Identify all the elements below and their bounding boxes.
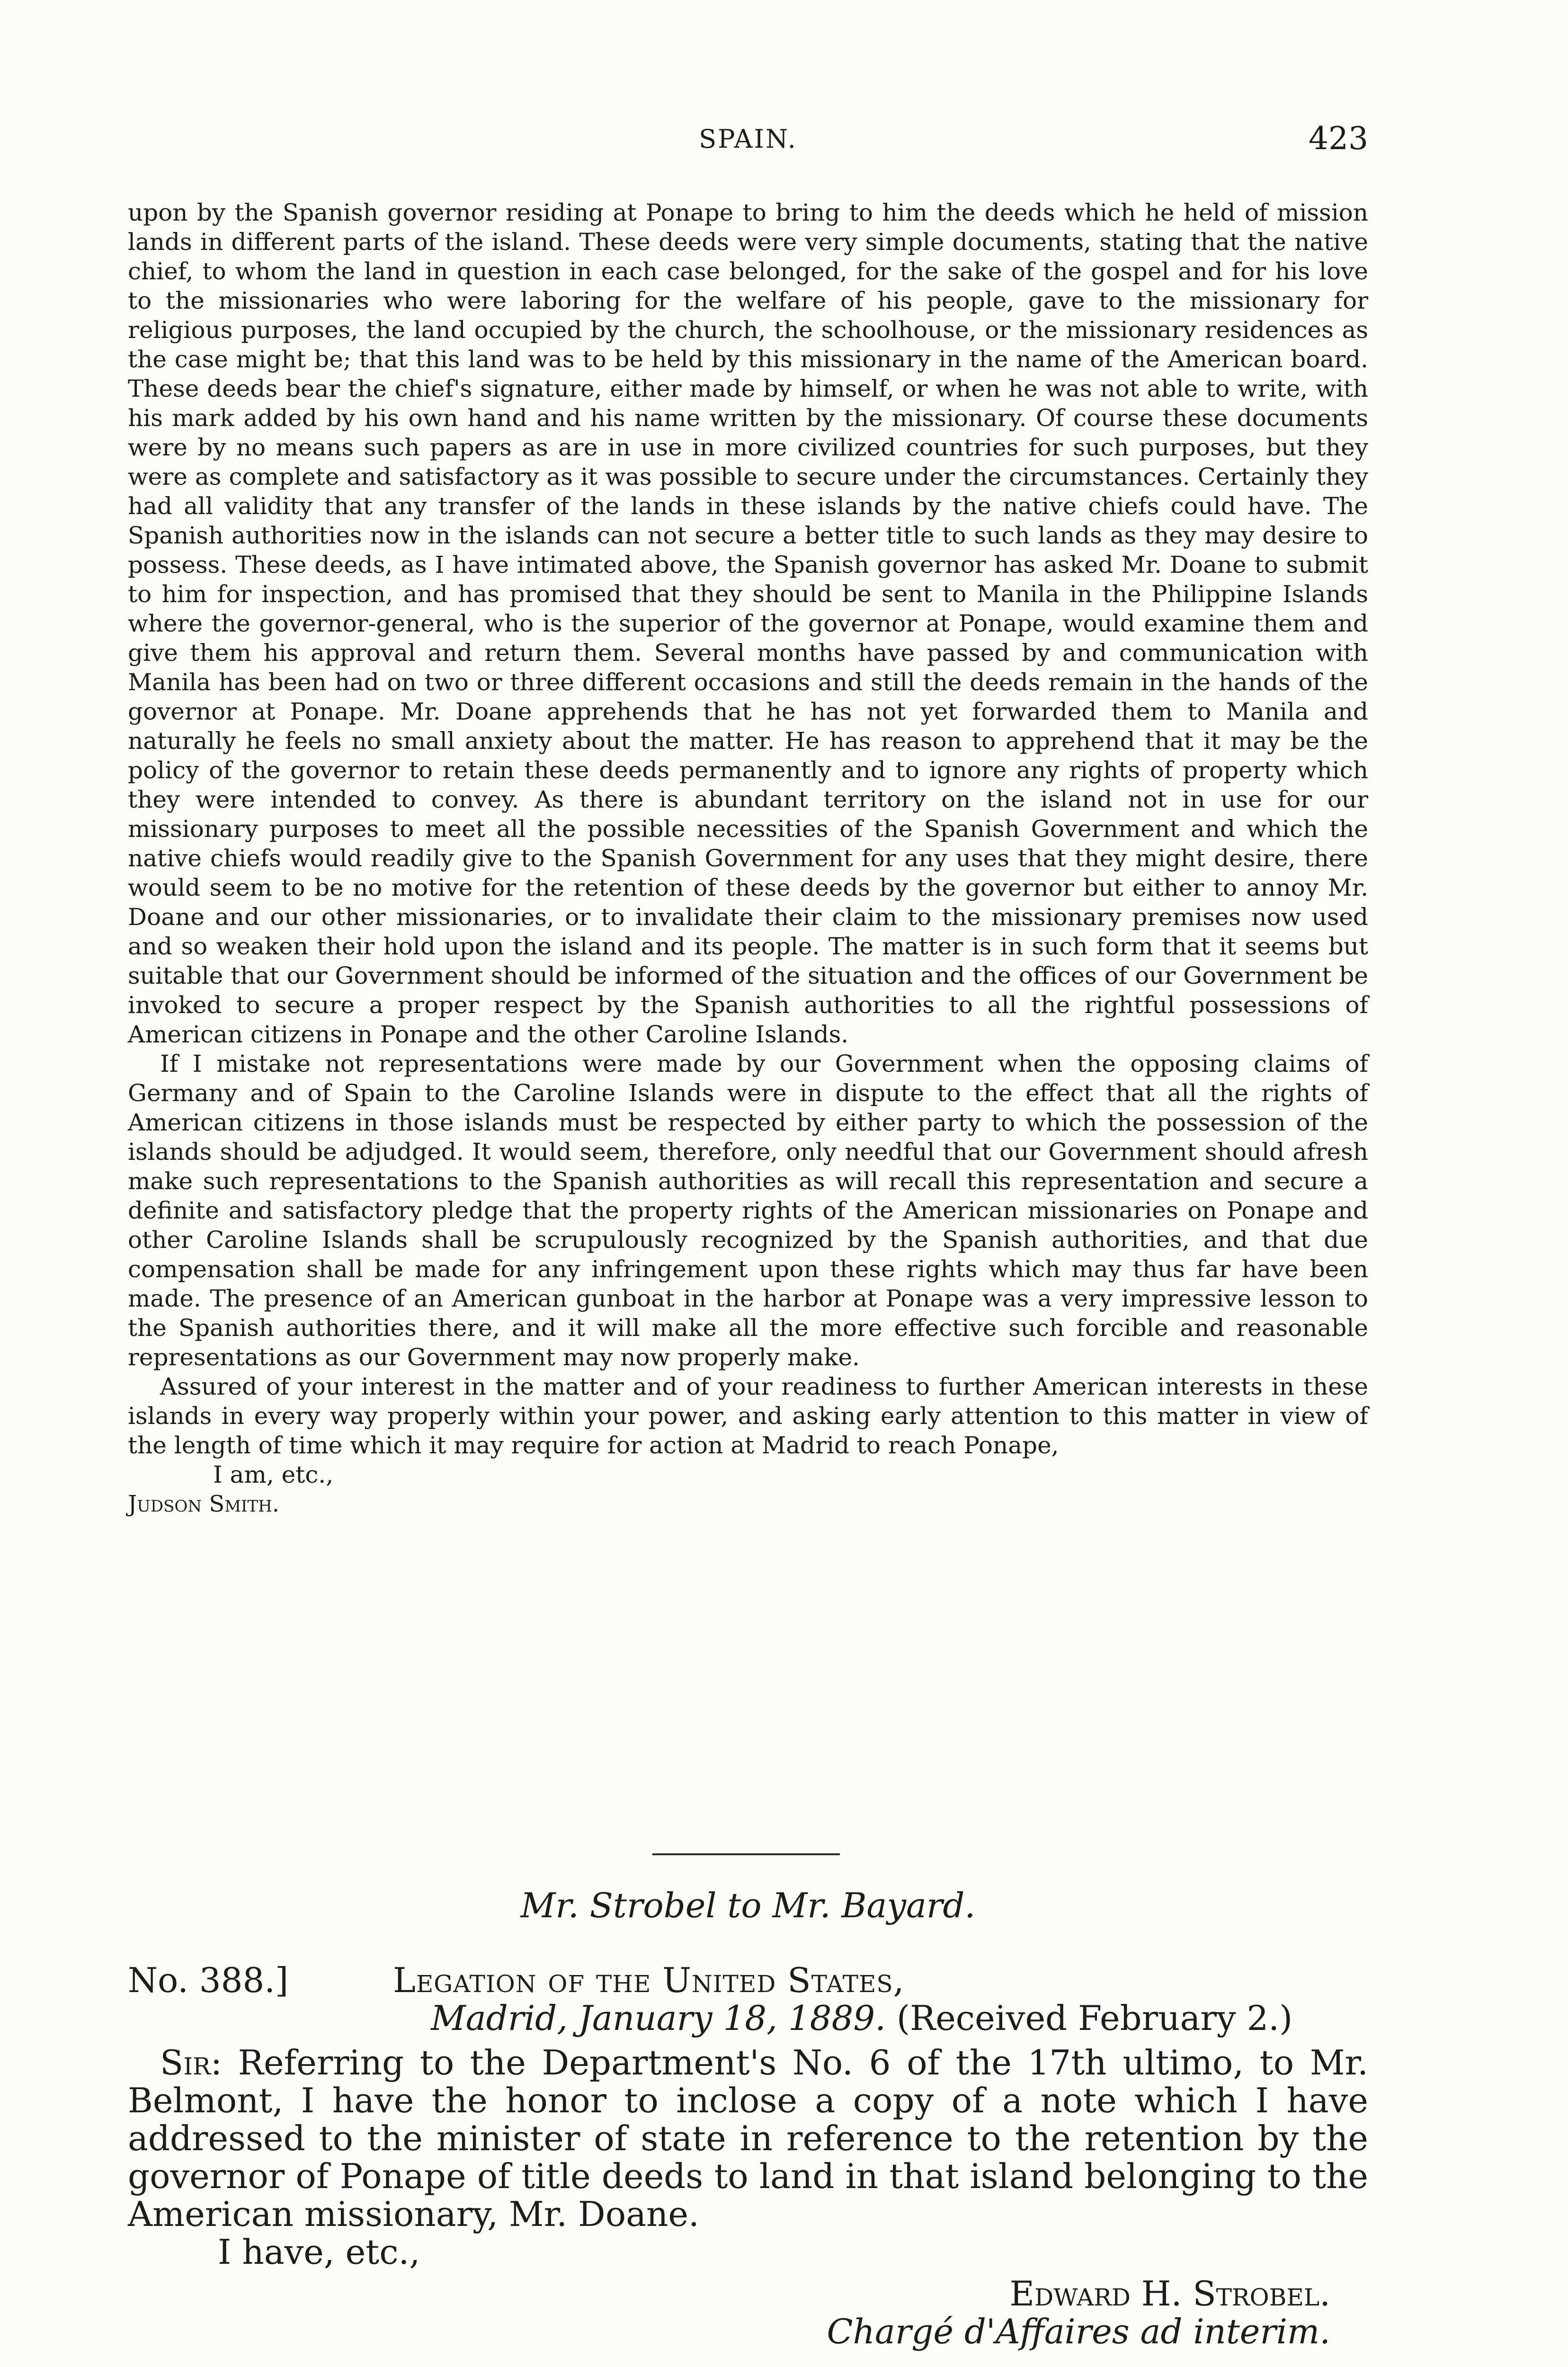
letter-signature: Judson Smith. [128,1491,280,1517]
paragraph: Assured of your interest in the matter and of your readiness to further American interests in these islands in every way properly within your power, and asking early attention to this matter in view of the length of time which it may require for action at Madrid to reach Ponape, [128,1373,1368,1459]
paragraph: If I mistake not representations were made by our Government when the opposing claims of Germany and of Spain to the Caroline Islands were in dispute to the effect that all the rights of American citizens in those islands must be respected by either party to which the possession of the islands should be adjudged. It would seem, therefore, only needful that our Government should afresh make such representations to the Spanish authorities as will recall this representation and secure a definite and satisfactory pledge that the property rights of the American missionaries on Ponape and other Caroline Islands shall be scrupulously recognized by the Spanish authorities, and that due compensation shall be made for any infringement upon these rights which may thus far have been made. The presence of an American gunboat in the harbor at Ponape was a very impressive lesson to the Spanish authorities there, and it will make all the more effective such forcible and reasonable representations as our Government may now properly make. [128,1050,1368,1371]
signature-name: Edward H. Strobel. [1009,2274,1330,2314]
dateline [431,1999,1368,2037]
dispatch-text: Referring to the Department's No. 6 of the 17th ultimo, to Mr. Belmont, I have the honor to inclose a copy of a note which I have addressed to the minister of state in reference to the retention by the governor of Ponape of title deeds to land in that island belonging to the American missionary, Mr. Doane. [128,2043,1369,2234]
section-divider [652,1853,840,1855]
legation: Legation of the United States, [393,1960,905,2000]
dispatch-closing: I have, etc., [218,2232,420,2272]
running-head: SPAIN. [699,124,797,154]
dispatch [128,1886,1368,2350]
page-number: 423 [1309,120,1368,157]
place-date: Madrid, January 18, 1889. [431,1998,886,2038]
salutation: Sir: [160,2043,222,2082]
dispatch-number-line [128,1961,1368,1999]
letter-body [128,198,1368,1519]
signature-title: Chargé d'Affaires ad interim. [827,2312,1330,2351]
received-date: (Received February 2.) [896,1998,1293,2038]
page-header [128,120,1368,167]
paragraph: upon by the Spanish governor residing at Ponape to bring to him the deeds which he held of mission lands in different parts of the island. These deeds were very simple documents, stating that the native chief, to whom the land in question in each case belonged, for the sake of the gospel and for his love to the missionaries who were laboring for the welfare of his people, gave to the missionary for religious purposes, the land occupied by the church, the schoolhouse, or the missionary residences as the case might be; that this land was to be held by this missionary in the name of the American board. These deeds bear the chief's signature, either made by himself, or when he was not able to write, with his mark added by his own hand and his name written by the missionary. Of course these documents were by no means such papers as are in use in more civilized countries for such purposes, but they were as complete and satisfactory as it was possible to secure under the circumstances. Certainly they had all validity that any transfer of the lands in these islands by the native chiefs could have. The Spanish authorities now in the islands can not secure a better title to such lands as they may desire to possess. These deeds, as I have intimated above, the Spanish governor has asked Mr. Doane to submit to him for inspection, and has promised that they should be sent to Manila in the Philippine Islands where the governor-general, who is the superior of the governor at Ponape, would examine them and give them his approval and return them. Several months have passed by and communication with Manila has been had on two or three different occasions and still the deeds remain in the hands of the governor at Ponape. Mr. Doane apprehends that he has not yet forwarded them to Manila and naturally he feels no small anxiety about the matter. He has reason to apprehend that it may be the policy of the governor to retain these deeds permanently and to ignore any rights of property which they were intended to convey. As there is abundant territory on the island not in use for our missionary purposes to meet all the possible necessities of the Spanish Government and which the native chiefs would readily give to the Spanish Government for any uses that they might desire, there would seem to be no motive for the retention of these deeds by the governor but either to annoy Mr. Doane and our other missionaries, or to invalidate their claim to the missionary premises now used and so weaken their hold upon the island and its people. The matter is in such form that it seems but suitable that our Government should be informed of the situation and the offices of our Government be invoked to secure a proper respect by the Spanish authorities to all the rightful possessions of American citizens in Ponape and the other Caroline Islands. [128,199,1368,1048]
dispatch-heading: Mr. Strobel to Mr. Bayard. [520,1886,976,1925]
dispatch-number: No. 388.] [128,1960,289,2000]
letter-closing: I am, etc., [213,1461,334,1488]
dispatch-body [128,2044,1368,2233]
